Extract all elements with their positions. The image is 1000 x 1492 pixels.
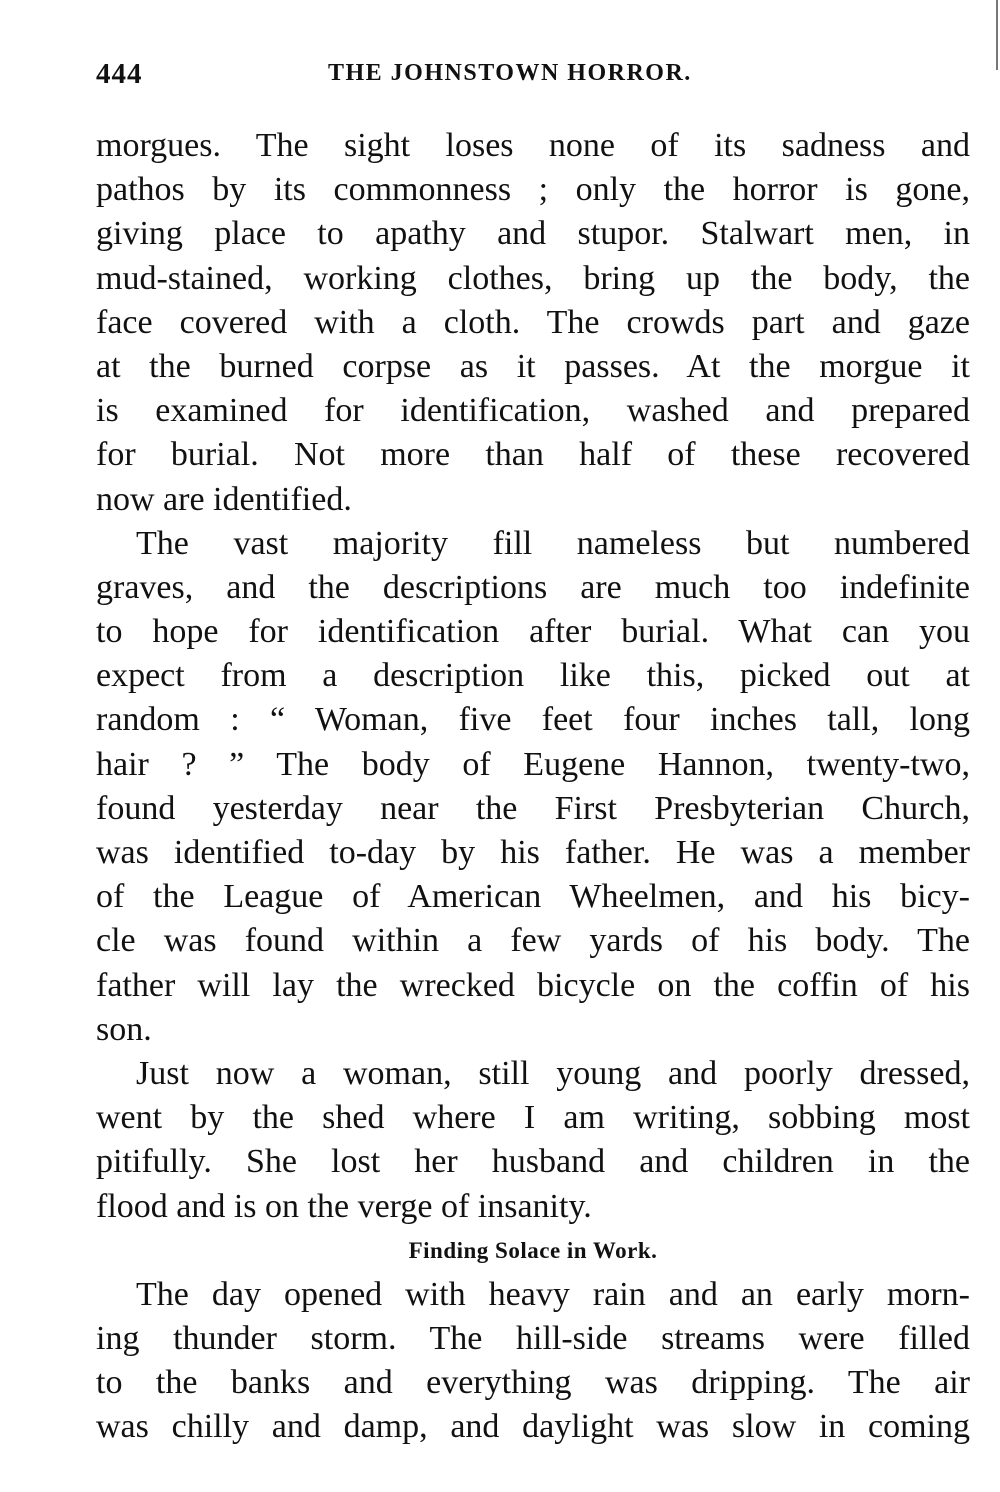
paragraph-3 xyxy=(96,1052,970,1229)
section-subheading: Finding Solace in Work. xyxy=(408,1237,658,1263)
text-line: ing thunder storm. The hill-side streams were filled xyxy=(96,1319,970,1357)
text-line: random : “ Woman, five feet four inches tall, long xyxy=(96,701,970,739)
text-line: The vast majority fill nameless but numbered xyxy=(136,524,970,562)
text-line: morgues. The sight loses none of its sadness and xyxy=(96,127,970,164)
text-line: face covered with a cloth. The crowds part and gaze xyxy=(96,303,970,341)
page-number: 444 xyxy=(96,58,143,90)
text-line: went by the shed where I am writing, sobbing most xyxy=(96,1099,970,1137)
text-line: flood and is on the verge of insanity. xyxy=(96,1187,592,1225)
text-line: of the League of American Wheelmen, and his bicy- xyxy=(96,878,970,916)
text-line: was chilly and damp, and daylight was slow in coming xyxy=(96,1408,970,1446)
text-line: to the banks and everything was dripping. The air xyxy=(96,1364,970,1402)
text-line: giving place to apathy and stupor. Stalwart men, in xyxy=(96,215,970,253)
running-title: THE JOHNSTOWN HORROR. xyxy=(328,60,692,86)
text-line: Just now a woman, still young and poorly dressed, xyxy=(136,1054,970,1092)
text-line: found yesterday near the First Presbyterian Church, xyxy=(96,789,970,827)
paragraph-2 xyxy=(96,522,970,1052)
body-text xyxy=(96,124,970,1449)
text-line: father will lay the wrecked bicycle on the coffin of his xyxy=(96,966,970,1004)
text-line: now are identified. xyxy=(96,480,352,518)
text-line: graves, and the descriptions are much too indefinite xyxy=(96,568,970,606)
text-line: The day opened with heavy rain and an early morn- xyxy=(136,1275,970,1313)
text-line: was identified to-day by his father. He was a member xyxy=(96,834,970,871)
text-line: pitifully. She lost her husband and children in the xyxy=(96,1143,970,1181)
text-line: mud-stained, working clothes, bring up the body, the xyxy=(96,259,970,297)
text-line: to hope for identification after burial. What can you xyxy=(96,613,970,651)
paragraph-1 xyxy=(96,124,970,522)
text-line: cle was found within a few yards of his body. The xyxy=(96,922,970,960)
page-header xyxy=(96,58,976,98)
text-line: son. xyxy=(96,1010,152,1048)
page-edge-line xyxy=(996,0,998,70)
text-line: hair ? ” The body of Eugene Hannon, twenty-two, xyxy=(96,745,970,783)
text-line: expect from a description like this, picked out at xyxy=(96,657,970,695)
text-line: pathos by its commonness ; only the horror is gone, xyxy=(96,171,970,209)
text-line: is examined for identification, washed and prepared xyxy=(96,392,970,430)
text-line: at the burned corpse as it passes. At the morgue it xyxy=(96,347,970,385)
text-line: for burial. Not more than half of these recovered xyxy=(96,436,970,474)
paragraph-4 xyxy=(96,1273,970,1450)
